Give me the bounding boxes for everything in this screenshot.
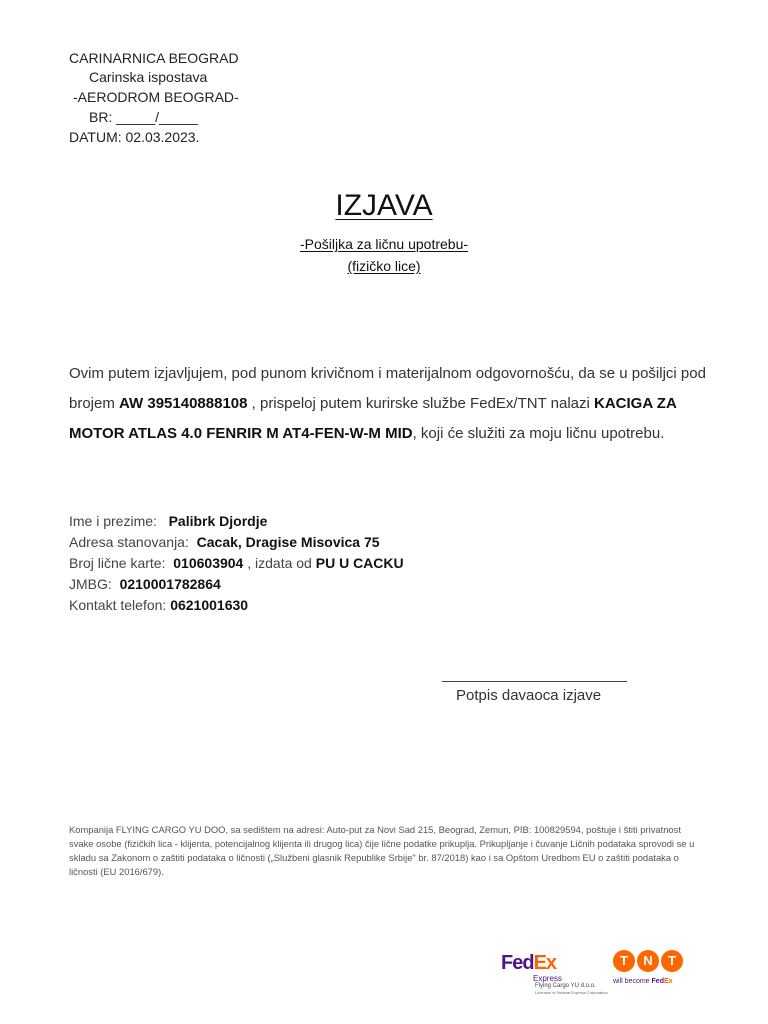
info-id-row: [69, 553, 404, 573]
privacy-disclaimer: Kompanija FLYING CARGO YU DOO, sa sedištem na adresi: Auto-put za Novi Sad 215, Beograd, Zemun, PIB: 100829594, poštuje i štiti privatnost svake osobe (fizičkih lica - klijenta, potencijalnog klijenta ili drugog lica) čije lične podatke prikuplja. Prikupljanje i čuvanje Ličnih podataka sprovodi se u skladu sa Zakonom o zaštiti podataka o ličnosti („Službeni glasnik Republike Srbije" br. 87/2018) kao i sa Opštom Uredbom EU o zaštiti podataka o ličnosti (EU 2016/679).: [69, 824, 695, 877]
header-airport: -AERODROM BEOGRAD-: [73, 89, 239, 105]
tnt-letter-t2: T: [661, 950, 683, 972]
tnt-letter-n: N: [637, 950, 659, 972]
fedex-logo: [501, 952, 608, 1002]
tnt-will-become: [613, 978, 693, 985]
jmbg-label: JMBG:: [69, 576, 112, 592]
declaration-text-intro: Ovim putem izjavljujem, pod punom krivičnom i materijalnom odgovornošću, da se u pošiljci pod brojem: [69, 365, 706, 412]
declaration-text-middle: , prispeloj putem kurirske službe FedEx/TNT nalazi: [247, 395, 594, 412]
tnt-wordmark: [613, 950, 693, 972]
declaration-paragraph: [69, 359, 709, 449]
fedex-licensee: Licensee of Federal Express Corporation: [535, 990, 608, 995]
info-address-row: [69, 532, 380, 552]
declaration-text-end: , koji će služiti za moju ličnu upotrebu.: [412, 425, 665, 442]
jmbg-value: 0210001782864: [119, 576, 221, 592]
document-subtitle: -Pošiljka za ličnu upotrebu-: [299, 236, 469, 252]
document-subtitle-person-type: (fizičko lice): [347, 258, 421, 274]
tnt-fedex-ex: Ex: [663, 978, 673, 985]
fedex-ex: Ex: [533, 952, 557, 974]
header-customs-branch: Carinska ispostava: [89, 69, 208, 85]
document-title: IZJAVA: [335, 189, 433, 222]
signature-label: Potpis davaoca izjave: [456, 687, 602, 704]
info-name-row: [69, 511, 267, 531]
name-value: Palibrk Djordje: [168, 513, 268, 529]
phone-value: 0621001630: [170, 597, 249, 613]
fedex-express: Express: [533, 974, 562, 983]
tnt-letter-t: T: [613, 950, 635, 972]
name-label: Ime i prezime:: [69, 513, 157, 529]
phone-label: Kontakt telefon:: [69, 597, 167, 613]
address-value: Cacak, Dragise Misovica 75: [196, 534, 380, 550]
issued-value: PU U CACKU: [315, 555, 404, 571]
id-label: Broj lične karte:: [69, 555, 166, 571]
awb-number: AW 395140888108: [119, 395, 248, 412]
tnt-fedex-fed: Fed: [651, 978, 664, 985]
tnt-will-become-text: will become: [613, 978, 650, 985]
info-jmbg-row: [69, 574, 221, 594]
address-label: Adresa stanovanja:: [69, 534, 189, 550]
fedex-fed: Fed: [501, 952, 534, 974]
shipment-item: KACIGA ZA MOTOR ATLAS 4.0 FENRIR M AT4-FEN-W-M MID: [69, 395, 677, 442]
id-value: 010603904: [173, 555, 244, 571]
fedex-company: Flying Cargo YU d.o.o.: [535, 983, 596, 989]
signature-line: [442, 681, 627, 682]
tnt-logo: [613, 950, 693, 1000]
info-phone-row: [69, 595, 248, 615]
issued-label: , izdata od: [247, 555, 312, 571]
fedex-wordmark: [501, 952, 581, 974]
header-number: BR: _____/_____: [89, 109, 198, 125]
header-date: DATUM: 02.03.2023.: [69, 129, 200, 145]
header-customs-office: CARINARNICA BEOGRAD: [69, 50, 239, 66]
